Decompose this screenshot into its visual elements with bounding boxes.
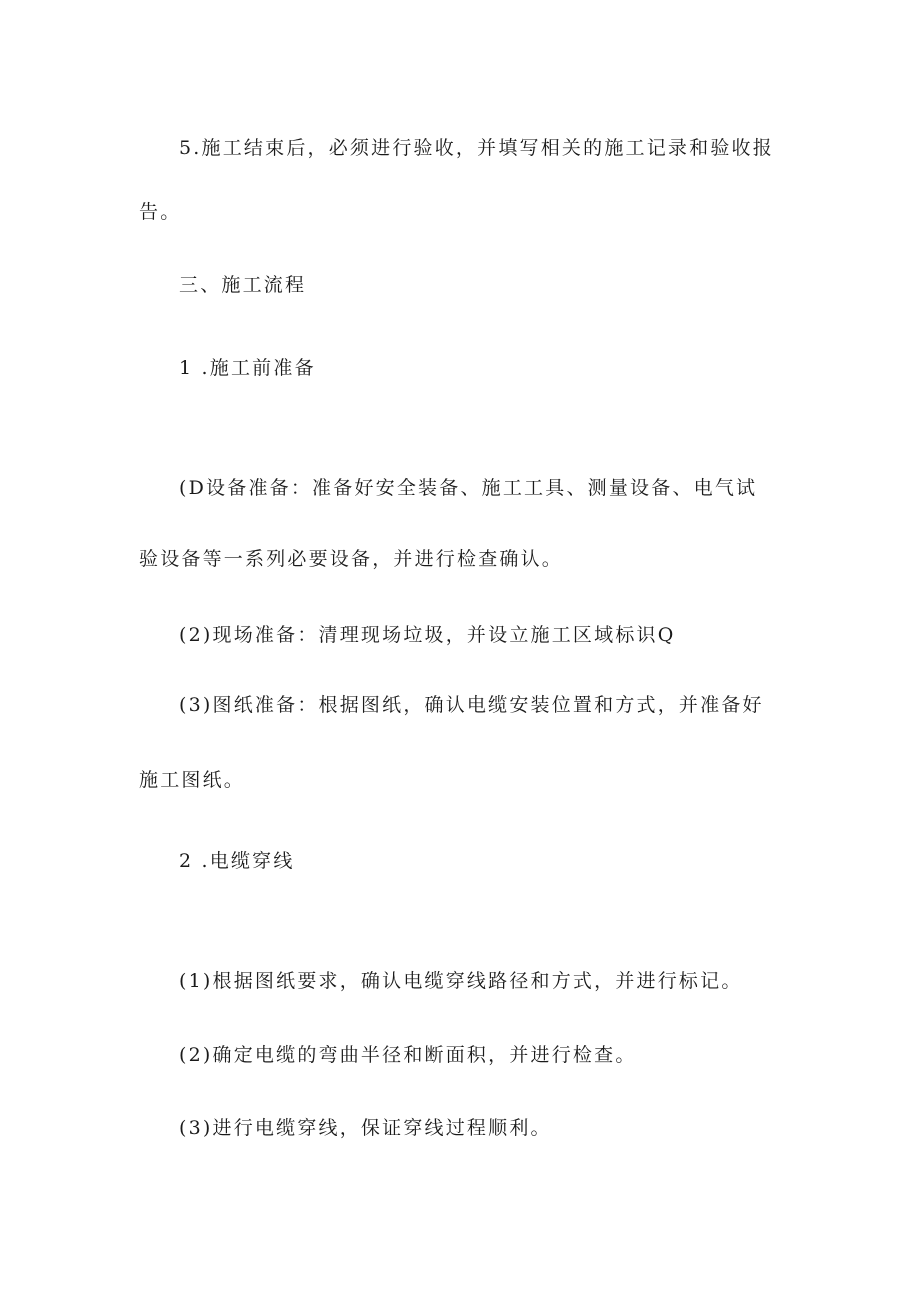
threading-step-3: (3)进行电缆穿线，保证穿线过程顺利。 <box>179 1117 552 1139</box>
prep-equipment-line-1: (D设备准备：准备好安全装备、施工工具、测量设备、电气试 <box>179 477 758 499</box>
subsection-heading-preparation: 1 .施工前准备 <box>179 357 316 379</box>
prep-drawings-line-1: (3)图纸准备：根据图纸，确认电缆安装位置和方式，并准备好 <box>179 694 764 716</box>
threading-step-2: (2)确定电缆的弯曲半径和断面积，并进行检查。 <box>179 1044 637 1066</box>
section-heading-construction-process: 三、施工流程 <box>179 274 307 296</box>
paragraph-item-5-line-2: 告。 <box>139 201 182 223</box>
prep-equipment-line-2: 验设备等一系列必要设备，并进行检查确认。 <box>139 548 564 570</box>
paragraph-item-5-line-1: 5.施工结束后，必须进行验收，并填写相关的施工记录和验收报 <box>179 137 774 159</box>
prep-drawings-line-2: 施工图纸。 <box>139 769 246 791</box>
subsection-heading-cable-threading: 2 .电缆穿线 <box>179 850 295 872</box>
threading-step-1: (1)根据图纸要求，确认电缆穿线路径和方式，并进行标记。 <box>179 970 743 992</box>
prep-site-line: (2)现场准备：清理现场垃圾，并设立施工区域标识Q <box>179 624 676 646</box>
